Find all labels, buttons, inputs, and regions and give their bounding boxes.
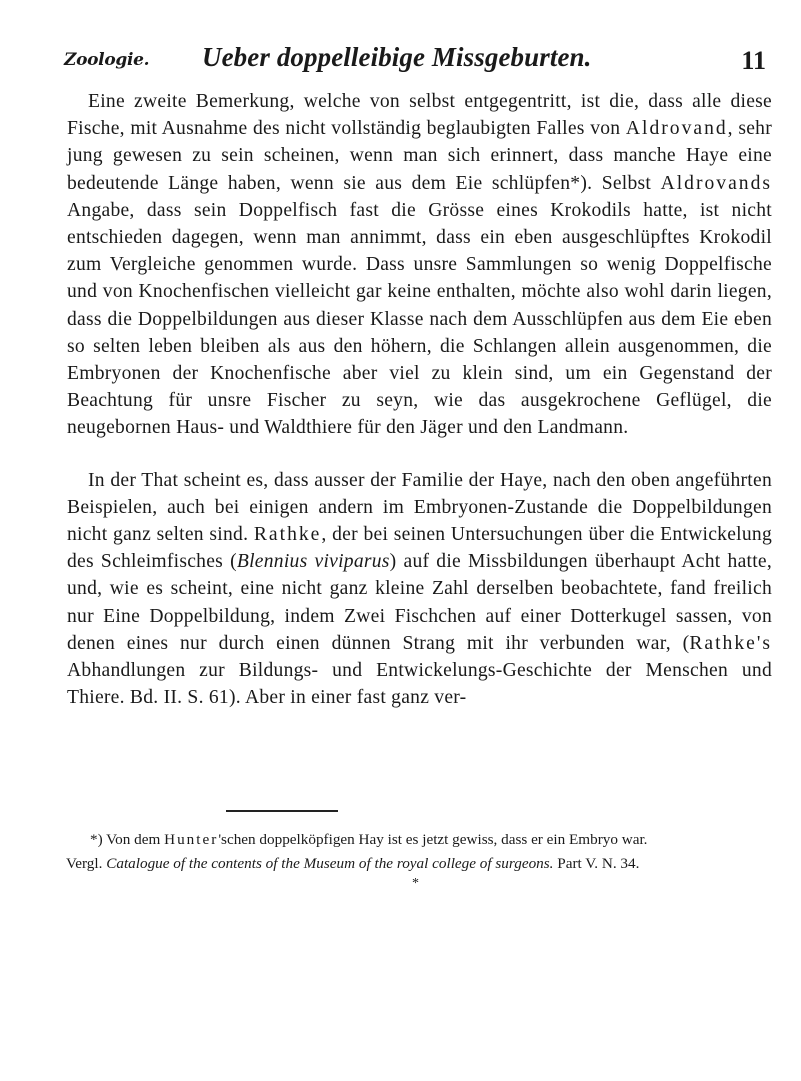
page-number: 11 <box>741 46 766 75</box>
footnote-line-2 <box>66 852 770 876</box>
paragraph-2-text-a: In der That scheint es, dass ausser der Familie der Haye, nach den oben angeführten Beispielen, auch bei einigen andern im Embryonen-Zustande die Doppelbildungen nicht ganz selten sind. <box>67 469 772 546</box>
footnote-marker: *) <box>90 831 103 848</box>
page-header <box>64 42 776 82</box>
paragraph-1-text-a: Eine zweite Bemerkung, welche von selbst entgegentritt, ist die, dass alle diese Fische, mit Ausnahme des nicht vollständig beglaubigten Falles von <box>67 91 772 140</box>
paragraph-2 <box>67 467 772 712</box>
footnote-text-d: Part V. N. 34. <box>553 855 640 872</box>
paragraph-2-text-b: , der bei seinen Untersuchungen über die Entwickelung des Schleimfisches ( <box>67 524 772 573</box>
paragraph-1-text-c: Angabe, dass sein Doppelfisch fast die Grösse eines Krokodils hatte, ist nicht entschieden dagegen, wenn man annimmt, dass ein eben ausgeschlüpftes Krokodil zum Vergleiche genommen wurde. Dass unsre Sammlungen so wenig Doppelfische und von Knochenfischen vielleicht gar keine enthalten, möchte also wohl darin liegen, dass die Doppelbildungen aus dieser Klasse nach dem Ausschlüpfen aus dem Eie eben so selten leben bleiben als aus den höhern, die Schlangen allein ausgenommen, die Embryonen der Knochenfische aber viel zu klein sind, um ein Gegenstand der Beachtung für unsre Fischer zu seyn, wie das ausgekrochene Geflügel, die neugebornen Haus- und Waldthiere für den Jäger und den Landmann. <box>67 199 772 439</box>
footnote-author-name: Hunter <box>164 831 219 848</box>
running-title: Ueber doppelleibige Missgeburten. <box>202 42 592 72</box>
latin-species-name: Blennius viviparus <box>236 551 390 573</box>
paragraph-2-text-c: ) auf die Missbildungen überhaupt Acht hatte, und, wie es scheint, eine nicht ganz kleine Zahl derselben beobachtete, fand freilich nur Eine Doppelbildung, indem Zwei Fischchen auf einer Dotterkugel sassen, von denen eines nur durch einen dünnen Strang mit ihr verbunden war, ( <box>67 551 772 654</box>
paragraph-2-text-d: Abhandlungen zur Bildungs- und Entwickelungs-Geschichte der Menschen und Thiere. Bd. II. S. 61). Aber in einer fast ganz ver- <box>67 660 772 709</box>
footnote-line-1 <box>90 828 770 852</box>
paragraph-1 <box>67 88 772 442</box>
footnote-text-b: 'schen doppelköpfigen Hay ist es jetzt gewiss, dass er ein Embryo war. <box>218 831 648 848</box>
footnote-text-c: Vergl. <box>66 855 107 872</box>
author-name-rathkes: Rathke's <box>689 632 772 654</box>
signature-mark: * <box>412 876 419 891</box>
author-name-aldrovand: Aldrovand <box>625 118 728 140</box>
footnote-text-a: Von dem <box>102 831 165 848</box>
section-label: Zoologie. <box>64 50 150 70</box>
footnote <box>66 828 770 876</box>
paragraph-1-text-b: , sehr jung gewesen zu sein scheinen, wenn man sich erinnert, dass manche Haye eine bedeutende Länge haben, wenn sie aus dem Eie schlüpfen*). Selbst <box>67 118 772 194</box>
footnote-divider <box>226 810 338 812</box>
author-name-aldrovands: Aldrovands <box>660 172 772 194</box>
footnote-catalogue-title: Catalogue of the contents of the Museum of the royal college of surgeons. <box>106 855 554 872</box>
body-text <box>67 88 772 711</box>
author-name-rathke: Rathke <box>253 524 322 546</box>
